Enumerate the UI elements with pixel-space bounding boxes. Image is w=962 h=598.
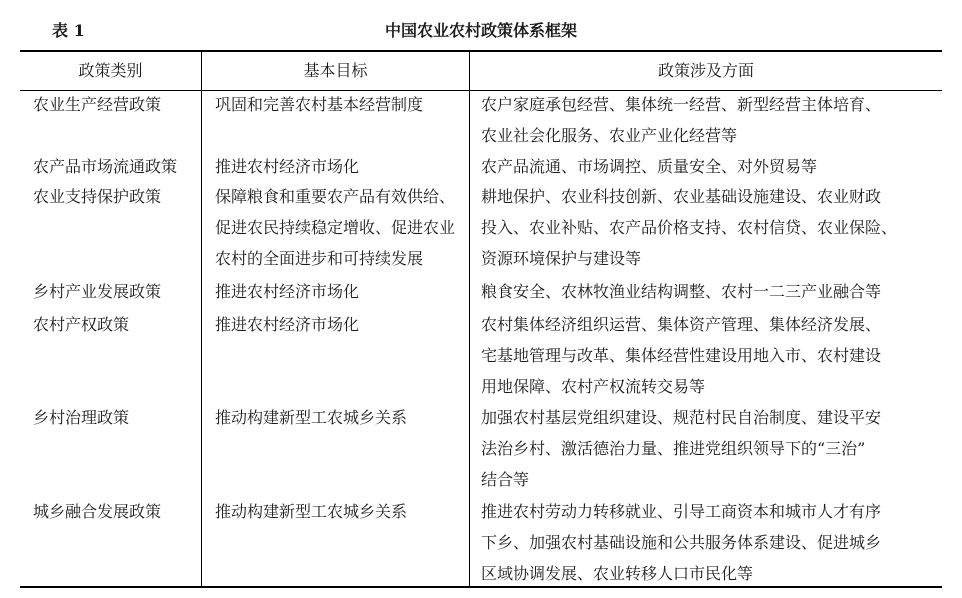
row-aspects: 农村集体经济组织运营、集体资产管理、集体经济发展、 宅基地管理与改革、集体经营性建设用地入市、农村建设 用地保障、农村产权流转交易等 <box>481 315 882 396</box>
row-goal: 推动构建新型工农城乡关系 <box>215 502 408 521</box>
row-goal: 推进农村经济市场化 <box>215 315 360 334</box>
header-policy-aspects: 政策涉及方面 <box>657 61 754 80</box>
row-aspects: 农户家庭承包经营、集体统一经营、新型经营主体培育、 农业社会化服务、农业产业化经营等 <box>481 95 882 145</box>
header-basic-goal: 基本目标 <box>303 61 368 80</box>
row-category: 农业生产经营政策 <box>33 95 162 114</box>
row-category: 乡村产业发展政策 <box>33 282 162 301</box>
row-goal: 推进农村经济市场化 <box>215 282 360 301</box>
row-goal: 推进农村经济市场化 <box>215 157 360 176</box>
row-aspects: 粮食安全、农林牧渔业结构调整、农村一二三产业融合等 <box>481 282 882 301</box>
column-divider-2 <box>469 52 470 586</box>
table-top-rule <box>20 50 942 52</box>
row-aspects: 农产品流通、市场调控、质量安全、对外贸易等 <box>481 157 818 176</box>
row-category: 农业支持保护政策 <box>33 187 162 206</box>
row-category: 农产品市场流通政策 <box>33 157 178 176</box>
row-goal: 保障粮食和重要农产品有效供给、 促进农民持续稳定增收、促进农业 农村的全面进步和可持续发展 <box>215 187 456 268</box>
row-category: 农村产权政策 <box>33 315 130 334</box>
row-aspects: 推进农村劳动力转移就业、引导工商资本和城市人才有序 下乡、加强农村基础设施和公共服务体系建设、促进城乡 区域协调发展、农业转移人口市民化等 <box>481 502 882 583</box>
row-aspects: 加强农村基层党组织建设、规范村民自治制度、建设平安 法治乡村、激活德治力量、推进党组织领导下的“三治” 结合等 <box>481 408 882 489</box>
header-policy-category: 政策类别 <box>78 61 143 80</box>
row-category: 城乡融合发展政策 <box>33 502 162 521</box>
table-title: 中国农业农村政策体系框架 <box>384 21 577 40</box>
table-label: 表 1 <box>52 21 85 40</box>
row-aspects: 耕地保护、农业科技创新、农业基础设施建设、农业财政 投入、农业补贴、农产品价格支持、农村信贷、农业保险、 资源环境保护与建设等 <box>481 187 898 268</box>
row-category: 乡村治理政策 <box>33 408 130 427</box>
row-goal: 巩固和完善农村基本经营制度 <box>215 95 424 114</box>
column-divider-1 <box>201 52 202 586</box>
row-goal: 推动构建新型工农城乡关系 <box>215 408 408 427</box>
